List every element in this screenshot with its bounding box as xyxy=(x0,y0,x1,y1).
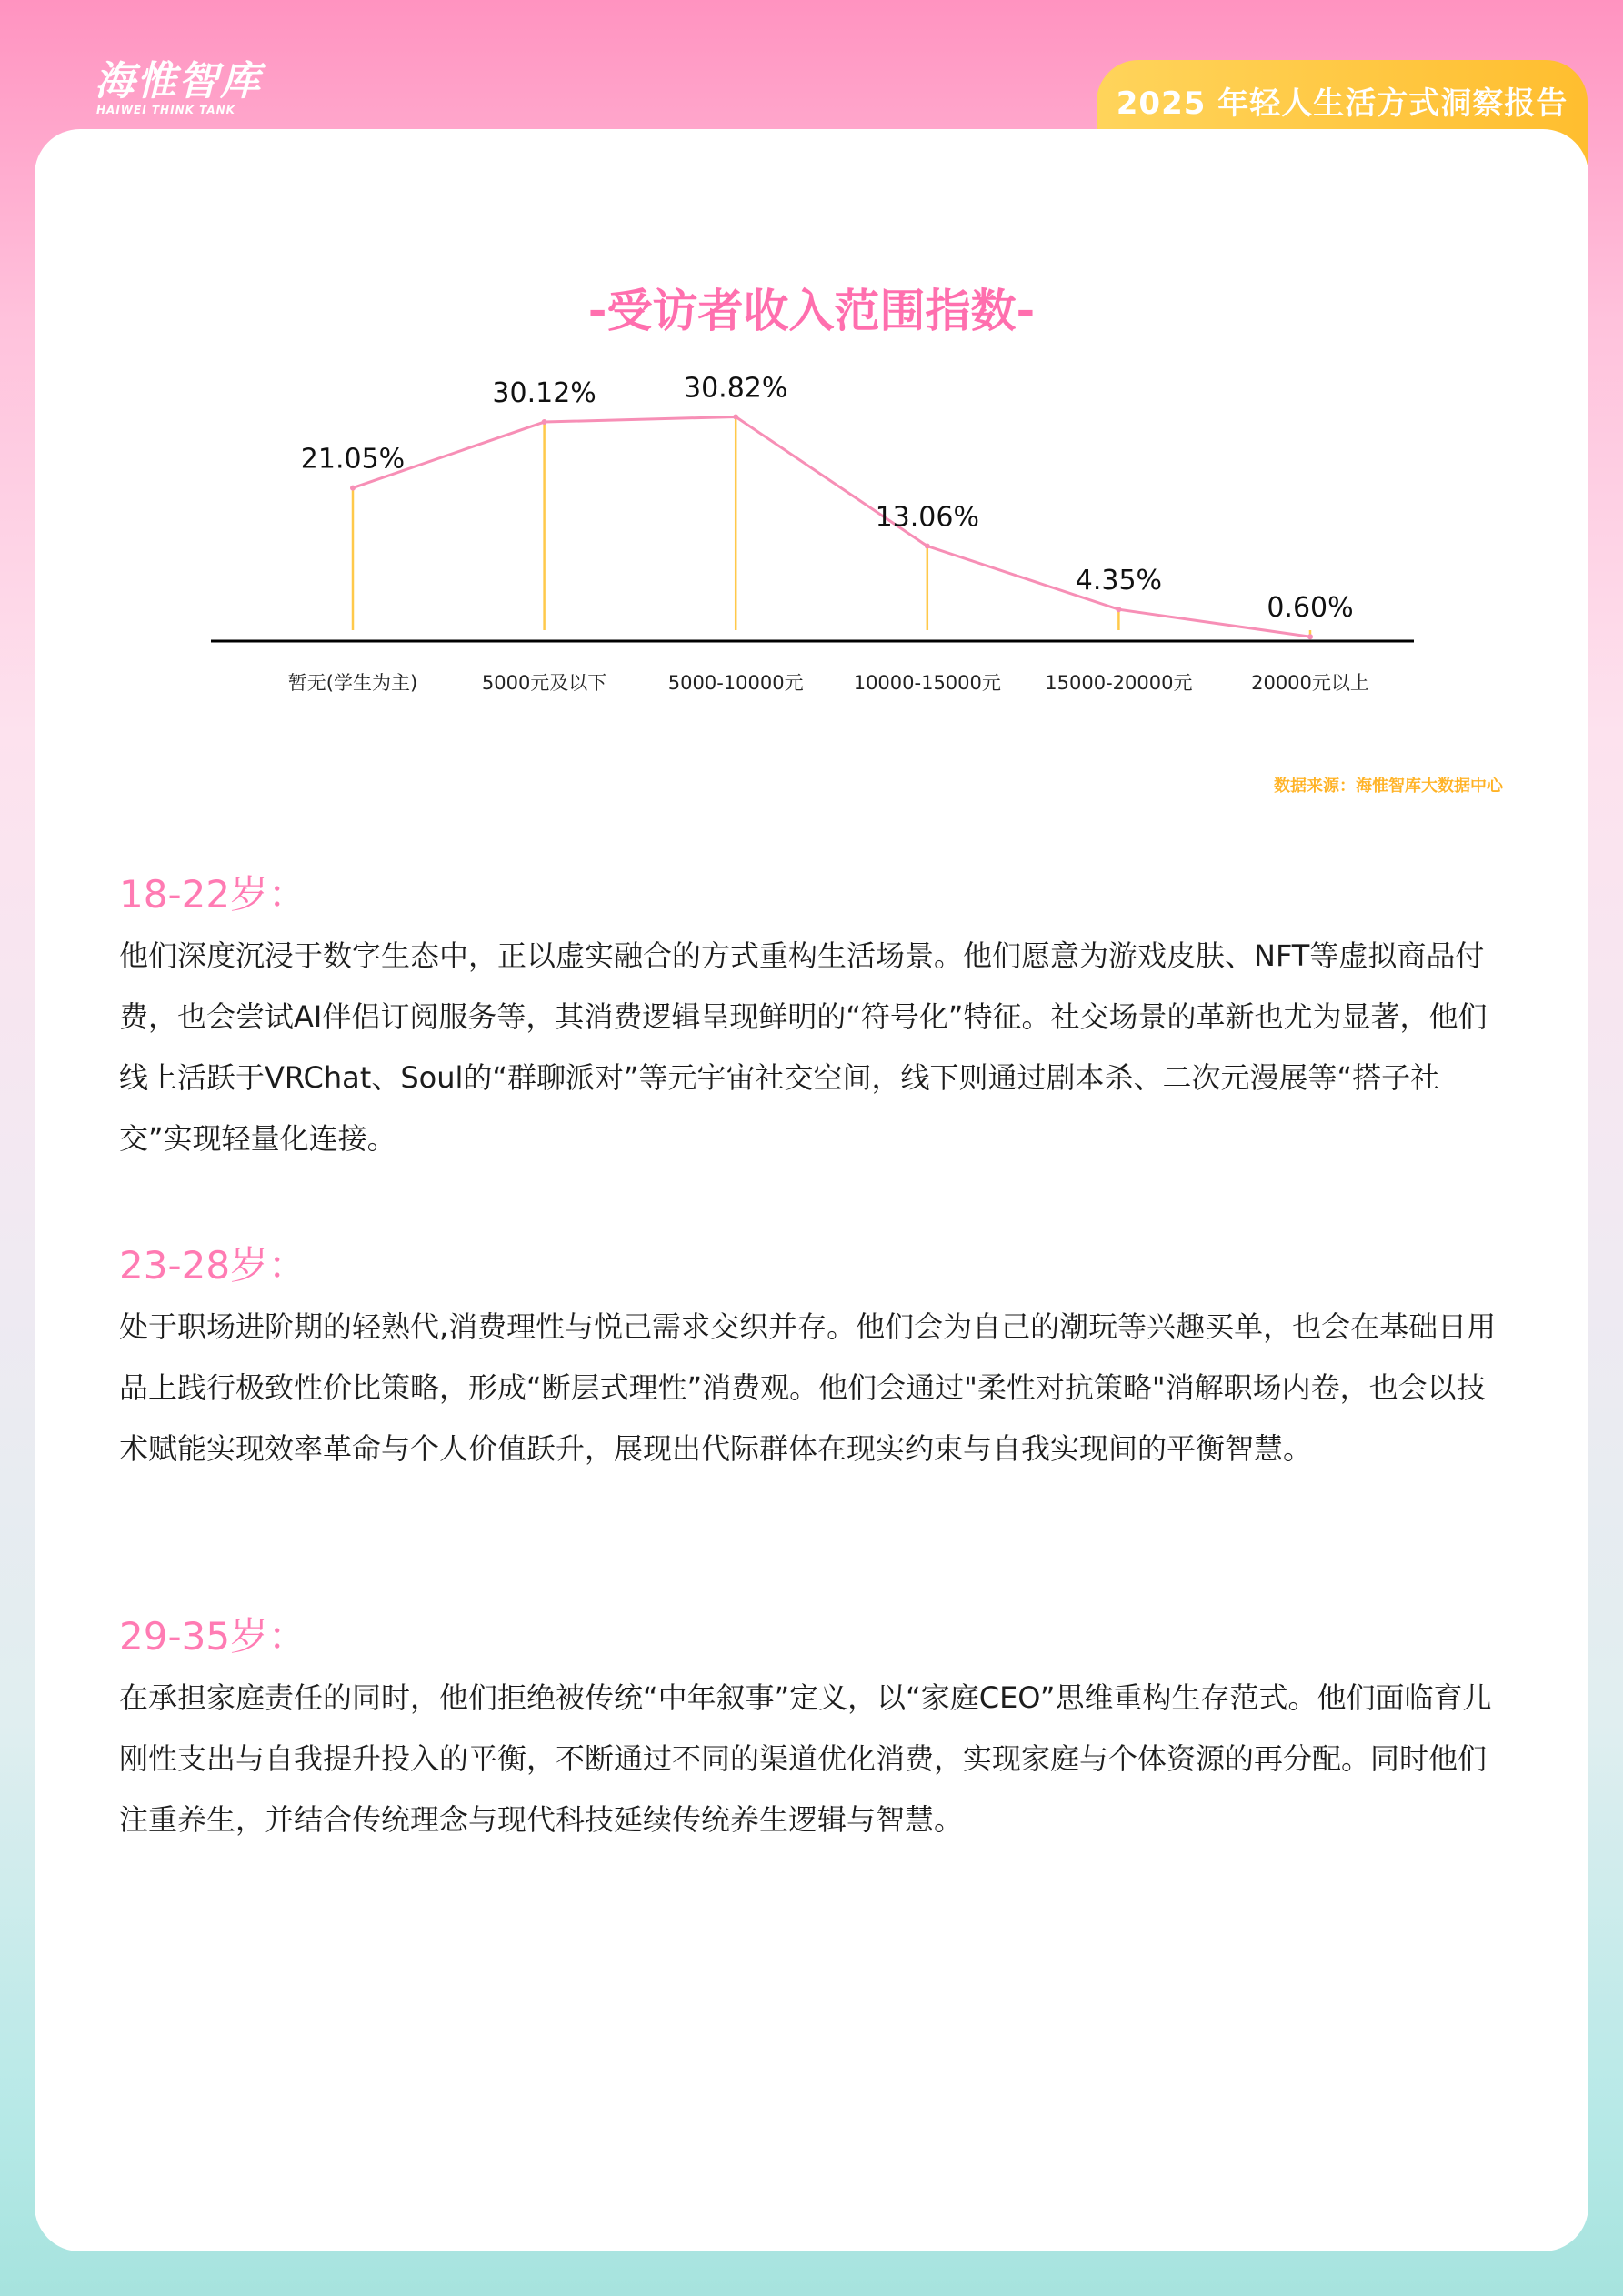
data-label: 30.82% xyxy=(684,372,788,405)
series-line xyxy=(353,416,1310,637)
data-point xyxy=(925,544,930,549)
brand-logo xyxy=(95,60,262,116)
section-heading: 23-28岁： xyxy=(119,1243,307,1288)
income-line-chart xyxy=(0,346,1623,727)
section-18-22 xyxy=(119,871,1506,1169)
section-body: 他们深度沉浸于数字生态中，正以虚实融合的方式重构生活场景。他们愿意为游戏皮肤、NFT等虚拟商品付费，也会尝试AI伴侣订阅服务等，其消费逻辑呈现鲜明的“符号化”特征。社交场景的革新也尤为显著，他们线上活跃于VRChat、Soul的“群聊派对”等元宇宙社交空间，线下则通过剧本杀、二次元漫展等“搭子社交”实现轻量化连接。 xyxy=(119,938,1488,1156)
data-label: 0.60% xyxy=(1267,592,1354,625)
x-tick-label: 10000-15000元 xyxy=(853,672,1001,694)
section-23-28 xyxy=(119,1242,1506,1479)
data-label: 4.35% xyxy=(1075,565,1163,597)
x-tick-label: 5000元及以下 xyxy=(481,672,607,694)
x-tick-label: 20000元以上 xyxy=(1251,672,1369,694)
data-label: 21.05% xyxy=(300,443,406,476)
section-body: 处于职场进阶期的轻熟代,消费理性与悦己需求交织并存。他们会为自己的潮玩等兴趣买单，也会在基础日用品上践行极致性价比策略，形成“断层式理性”消费观。他们会通过"柔性对抗策略"消解职场内卷，也会以技术赋能实现效率革命与个人价值跃升，展现出代际群体在现实约束与自我实现间的平衡智慧。 xyxy=(119,1309,1497,1466)
logo-text: 海惟智库 xyxy=(95,58,262,105)
section-heading: 29-35岁： xyxy=(119,1614,307,1659)
data-source: 数据来源：海惟智库大数据中心 xyxy=(1274,777,1503,796)
x-tick-label: 暂无(学生为主) xyxy=(287,672,418,694)
data-label: 30.12% xyxy=(492,377,596,410)
data-point xyxy=(1307,634,1313,639)
data-point xyxy=(733,414,738,419)
section-heading: 18-22岁： xyxy=(119,872,307,917)
report-title: 2025 年轻人生活方式洞察报告 xyxy=(1116,85,1568,122)
data-point xyxy=(1116,607,1121,612)
chart-title: -受访者收入范围指数- xyxy=(587,285,1036,337)
data-label: 13.06% xyxy=(875,501,979,534)
data-point xyxy=(542,419,547,425)
x-tick-label: 15000-20000元 xyxy=(1045,672,1193,694)
x-tick-label: 5000-10000元 xyxy=(667,672,804,694)
logo-subtext: HAIWEI THINK TANK xyxy=(96,104,235,116)
data-point xyxy=(350,486,356,491)
section-body: 在承担家庭责任的同时，他们拒绝被传统“中年叙事”定义，以“家庭CEO”思维重构生存范式。他们面临育儿刚性支出与自我提升投入的平衡，不断通过不同的渠道优化消费，实现家庭与个体资源的再分配。同时他们注重养生，并结合传统理念与现代科技延续传统养生逻辑与智慧。 xyxy=(119,1680,1492,1837)
section-29-35 xyxy=(119,1613,1506,1850)
